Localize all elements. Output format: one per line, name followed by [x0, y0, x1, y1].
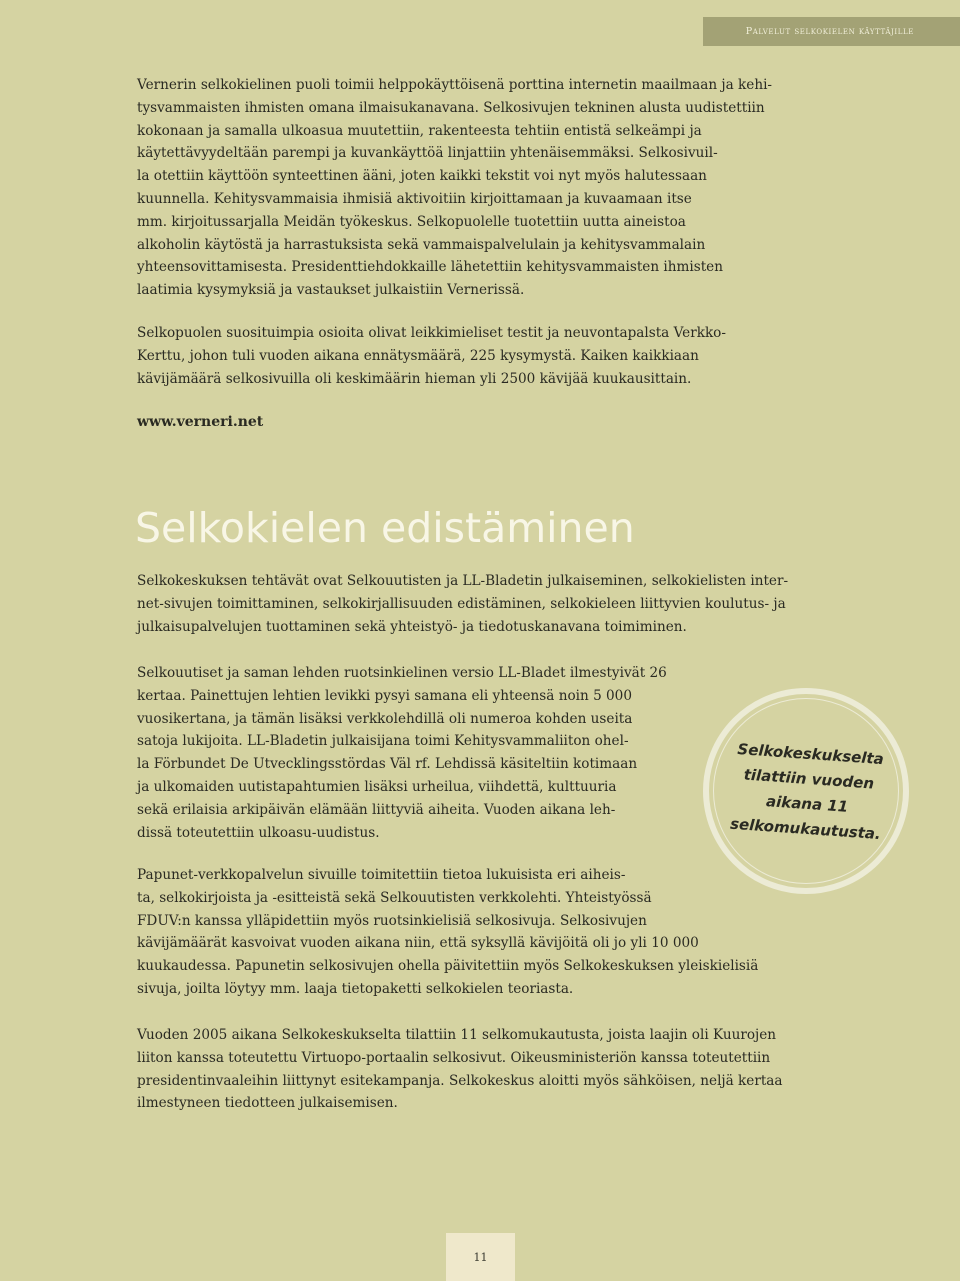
paragraph-selkokeskus-tasks: [137, 570, 788, 638]
callout-text: [707, 735, 909, 848]
text-line: kävijämäärät kasvoivat vuoden aikana niin, että syksyllä kävijöitä oli jo yli 10 000: [137, 935, 699, 952]
callout-line: aikana 11: [765, 792, 849, 816]
callout-line: selkomukautusta.: [729, 814, 882, 844]
text-line: Papunet-verkkopalvelun sivuille toimitettiin tietoa lukuisista eri aiheis-: [137, 867, 626, 883]
text-line: ja ulkomaiden uutistapahtumien lisäksi urheilua, viihdettä, kulttuuria: [137, 778, 617, 795]
page-number: 11: [473, 1250, 488, 1264]
text-line: dissä toteutettiin ulkoasu-uudistus.: [137, 824, 380, 841]
text-line: Selkokeskuksen tehtävät ovat Selkouutisten ja LL-Bladetin julkaiseminen, selkokielisten inter-: [137, 573, 789, 589]
text-line: vuosikertana, ja tämän lisäksi verkkolehdillä oli numeroa kohden useita: [137, 710, 633, 727]
text-line: tysvammaisten ihmisten omana ilmaisukanavana. Selkosivujen tekninen alusta uudistettiin: [137, 99, 765, 116]
running-header-title: Palvelut selkokielen käyttäjille: [745, 26, 914, 37]
text-line: käytettävyydeltään parempi ja kuvankäyttöä linjattiin yhtenäisemmäksi. Selkosivuil-: [137, 145, 718, 162]
text-line: sekä erilaisia arkipäivän elämään liittyviä aiheita. Vuoden aikana leh-: [137, 801, 616, 818]
text-line: la otettiin käyttöön synteettinen ääni, joten kaikki tekstit voi nyt myös halutessaan: [137, 168, 707, 185]
text-line: kertaa. Painettujen lehtien levikki pysyi samana eli yhteensä noin 5 000: [137, 687, 632, 704]
paragraph-selkouutiset: [137, 662, 667, 844]
text-line: Kerttu, johon tuli vuoden aikana ennätysmäärä, 225 kysymystä. Kaiken kaikkiaan: [137, 347, 699, 364]
text-line: yhteensovittamisesta. Presidenttiehdokkaille lähetettiin kehitysvammaisten ihmisten: [137, 259, 723, 276]
text-line: sivuja, joilta löytyy mm. laaja tietopaketti selkokielen teoriasta.: [137, 980, 574, 997]
callout-line: tilattiin vuoden: [743, 765, 875, 793]
text-line: kuukaudessa. Papunetin selkosivujen ohella päivitettiin myös Selkokeskuksen yleiskielisiä: [137, 958, 759, 975]
text-line: laatimia kysymyksiä ja vastaukset julkaistiin Vernerissä.: [137, 282, 525, 299]
text-line: kokonaan ja samalla ulkoasua muutettiin, rakenteesta tehtiin entistä selkeämpi ja: [137, 122, 702, 139]
text-line: Selkouutiset ja saman lehden ruotsinkielinen versio LL-Bladet ilmestyivät 26: [137, 665, 667, 681]
text-line: FDUV:n kanssa ylläpidettiin myös ruotsinkielisiä selkosivuja. Selkosivujen: [137, 912, 647, 929]
text-line: kuunnella. Kehitysvammaisia ihmisiä aktivoitiin kirjoittamaan ja kuvaamaan itse: [137, 190, 692, 207]
text-line: ilmestyneen tiedotteen julkaisemisen.: [137, 1095, 398, 1112]
verneri-link[interactable]: www.verneri.net: [137, 414, 264, 430]
text-line: ta, selkokirjoista ja -esitteistä sekä Selkouutisten verkkolehti. Yhteistyössä: [137, 889, 652, 906]
text-line: mm. kirjoitussarjalla Meidän työkeskus. Selkopuolelle tuotettiin uutta aineistoa: [137, 213, 686, 230]
text-line: satoja lukijoita. LL-Bladetin julkaisijana toimi Kehitysvammaliiton ohel-: [137, 733, 629, 750]
text-line: liiton kanssa toteutettu Virtuopo-portaalin selkosivut. Oikeusministeriön kanssa toteutettiin: [137, 1049, 771, 1066]
text-line: alkoholin käytöstä ja harrastuksista sekä vammaispalvelulain ja kehitysvammalain: [137, 236, 706, 253]
text-line: net-sivujen toimittaminen, selkokirjallisuuden edistäminen, selkokieleen liittyvien koulutus- ja: [137, 595, 786, 612]
text-line: Vuoden 2005 aikana Selkokeskukselta tilattiin 11 selkomukautusta, joista laajin oli Kuurojen: [137, 1027, 777, 1043]
callout-line: Selkokeskukselta: [736, 740, 885, 769]
text-line: presidentinvaaleihin liittynyt esitekampanja. Selkokeskus aloitti myös sähköisen, neljä kertaa: [137, 1072, 783, 1089]
text-line: Selkopuolen suosituimpia osioita olivat leikkimieliset testit ja neuvontapalsta Verkko-: [137, 325, 726, 341]
paragraph-selkomukautukset: [137, 1024, 783, 1115]
paragraph-verneri-intro: [137, 74, 772, 302]
paragraph-papunet: [137, 864, 758, 1001]
paragraph-selkopuoli-stats: [137, 322, 726, 390]
page-number-box: [446, 1233, 515, 1281]
text-line: julkaisupalvelujen tuottaminen sekä yhteistyö- ja tiedotuskanavana toimiminen.: [137, 618, 687, 635]
section-title: Selkokielen edistäminen: [135, 504, 635, 552]
text-line: kävijämäärä selkosivuilla oli keskimäärin hieman yli 2500 kävijää kuukausittain.: [137, 370, 692, 387]
text-line: Vernerin selkokielinen puoli toimii helppokäyttöisenä porttina internetin maailmaan ja kehi-: [137, 77, 773, 93]
running-header: [703, 17, 960, 46]
text-line: la Förbundet De Utvecklingsstördas Väl rf. Lehdissä käsiteltiin kotimaan: [137, 756, 638, 773]
